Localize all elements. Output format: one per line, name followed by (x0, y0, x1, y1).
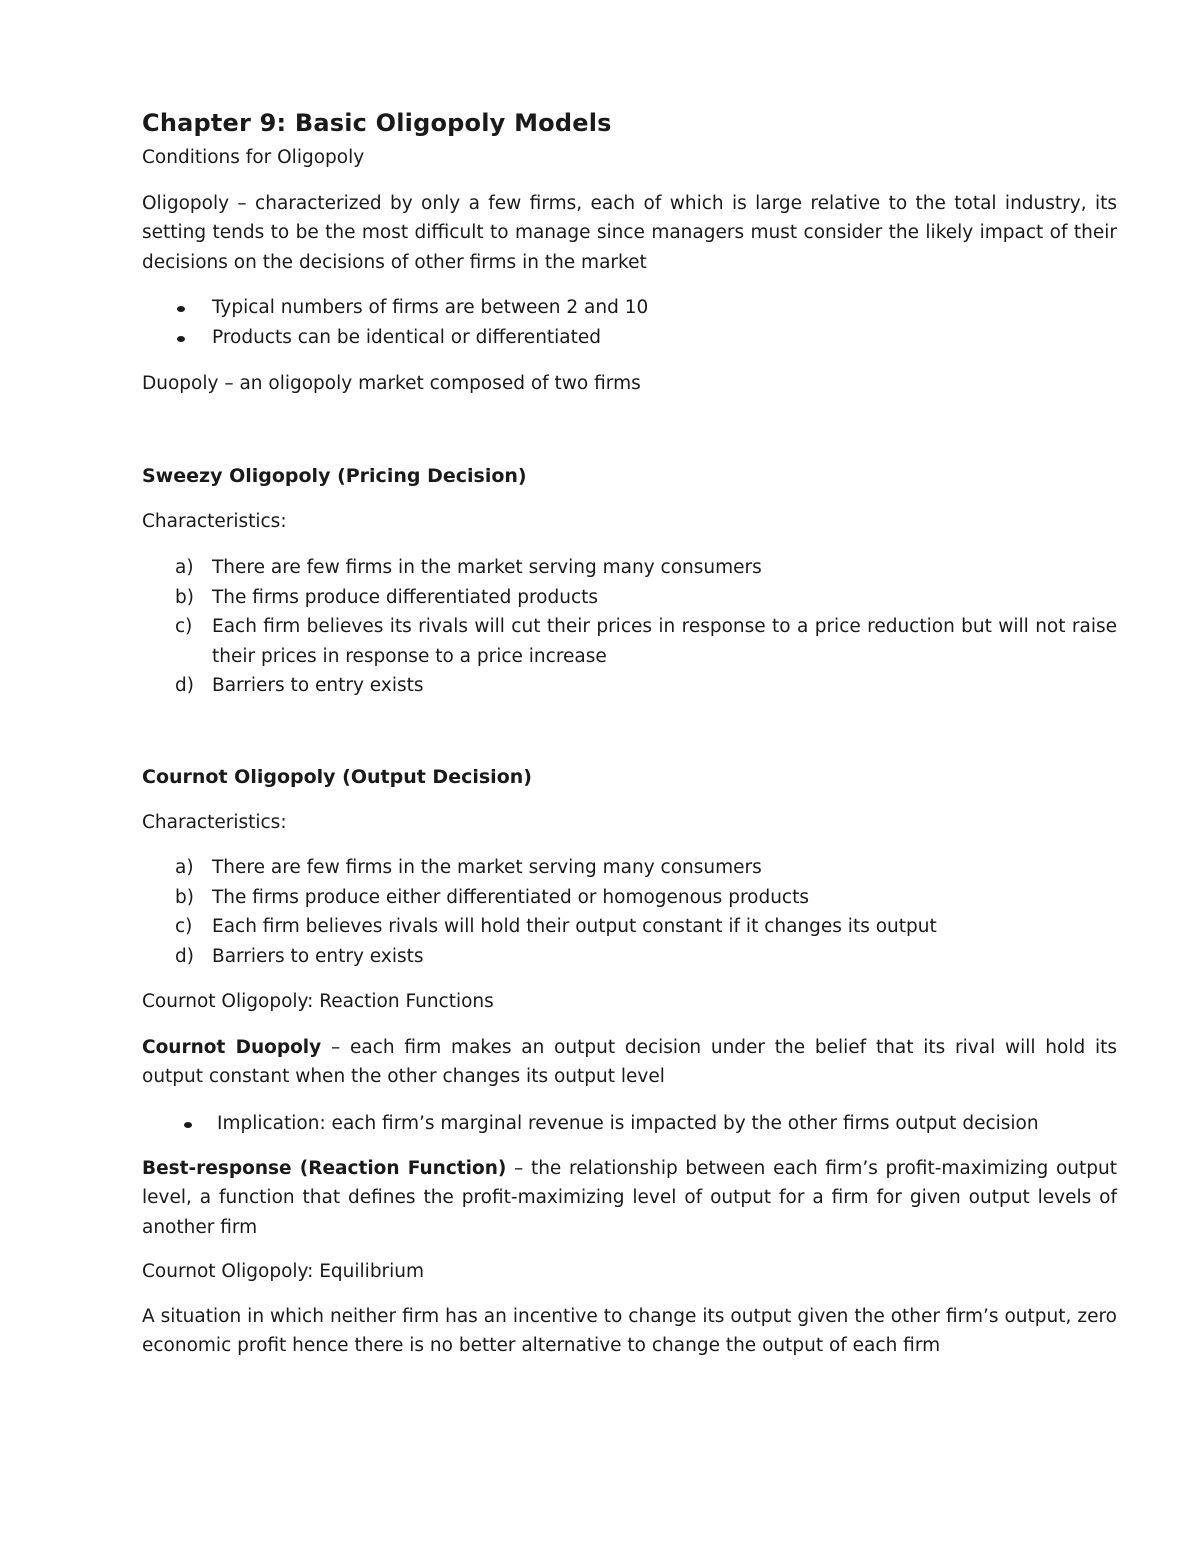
bullet-icon (184, 1122, 192, 1128)
term-label: Cournot Duopoly (142, 1037, 322, 1058)
list-item: b) The firms produce differentiated products (142, 583, 1117, 613)
sweezy-characteristics-label: Characteristics: (142, 511, 287, 532)
list-item: a) There are few firms in the market serving many consumers (142, 553, 1117, 583)
cournot-heading: Cournot Oligopoly (Output Decision) (142, 766, 532, 788)
list-item: Products can be identical or differentiated (142, 323, 1117, 353)
best-response-definition: Best-response (Reaction Function) – the relationship between each firm’s profit-maximizing output level, a function that defines the profit-maximizing level of output for a firm for given output levels of another firm (142, 1158, 1118, 1238)
conditions-heading: Conditions for Oligopoly (142, 147, 365, 168)
bullet-icon (177, 306, 185, 312)
list-marker: b) (175, 586, 194, 608)
duopoly-definition: Duopoly – an oligopoly market composed of two firms (142, 373, 641, 394)
sweezy-heading: Sweezy Oligopoly (Pricing Decision) (142, 465, 527, 487)
reaction-functions-heading: Cournot Oligopoly: Reaction Functions (142, 991, 494, 1012)
oligopoly-bullet-list (142, 293, 1117, 353)
list-item: d) Barriers to entry exists (142, 942, 1117, 972)
list-item: c) Each firm believes its rivals will cut their prices in response to a price reduction but will not raise their prices in response to a price increase (142, 612, 1117, 671)
list-item: c) Each firm believes rivals will hold their output constant if it changes its output (142, 912, 1117, 942)
list-item: a) There are few firms in the market serving many consumers (142, 853, 1117, 883)
page-title: Chapter 9: Basic Oligopoly Models (142, 109, 612, 137)
list-marker: d) (175, 675, 194, 696)
equilibrium-heading: Cournot Oligopoly: Equilibrium (142, 1261, 425, 1282)
implication-bullet-list (142, 1109, 1117, 1139)
term-label: Best-response (Reaction Function) (142, 1158, 507, 1179)
list-marker: b) (175, 886, 194, 908)
list-item: Typical numbers of firms are between 2 and 10 (142, 293, 1117, 323)
list-item: d) Barriers to entry exists (142, 671, 1117, 701)
bullet-icon (177, 336, 185, 342)
oligopoly-definition: Oligopoly – characterized by only a few firms, each of which is large relative to the total industry, its setting tends to be the most difficult to manage since managers must consider the likely impact of their decisions on the decisions of other firms in the market (142, 193, 1117, 273)
list-marker: c) (175, 916, 193, 937)
equilibrium-definition: A situation in which neither firm has an incentive to change its output given the other firm’s output, zero economic profit hence there is no better alternative to change the output of each firm (142, 1306, 1117, 1357)
list-marker: a) (175, 557, 194, 578)
sweezy-characteristics-list (142, 553, 1117, 701)
list-item: Implication: each firm’s marginal revenue is impacted by the other firms output decision (142, 1109, 1117, 1139)
list-marker: d) (175, 945, 194, 967)
list-item: b) The firms produce either differentiated or homogenous products (142, 883, 1117, 913)
list-marker: c) (175, 616, 193, 637)
list-marker: a) (175, 857, 194, 878)
cournot-characteristics-list (142, 853, 1117, 971)
cournot-duopoly-definition: Cournot Duopoly – each firm makes an output decision under the belief that its rival will hold its output constant when the other changes its output level (142, 1037, 1117, 1088)
cournot-characteristics-label: Characteristics: (142, 812, 287, 833)
